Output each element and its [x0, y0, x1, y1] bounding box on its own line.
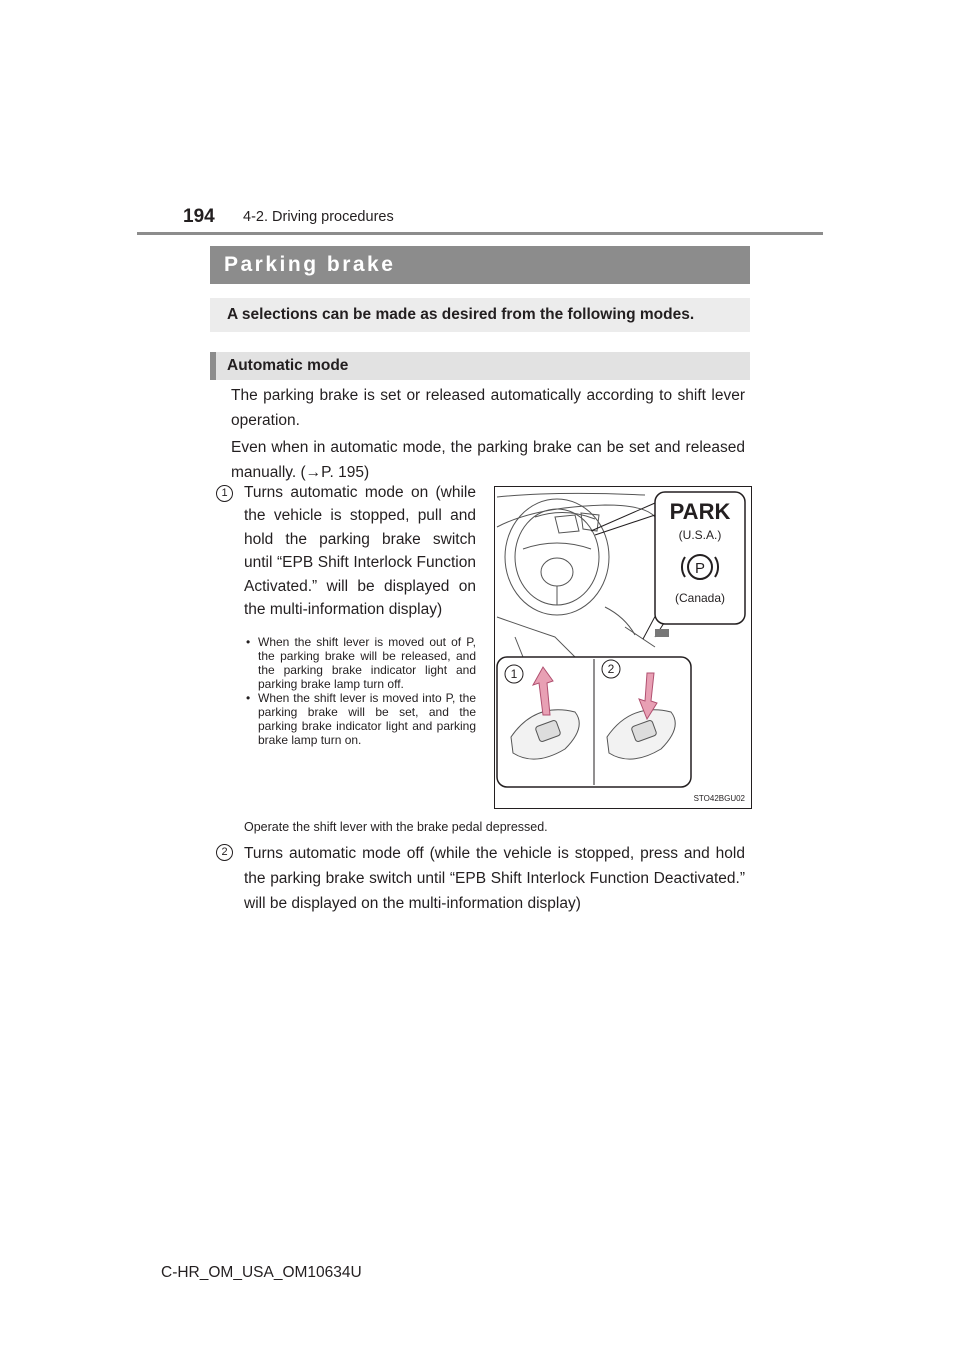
paragraph-1: The parking brake is set or released automatically according to shift lever operation.	[231, 387, 745, 429]
step-1-text: Turns automatic mode on (while the vehicle is stopped, pull and hold the parking brake switch until “EPB Shift Interlock Function Activated.” will be displayed on the multi-information display)	[244, 484, 476, 619]
callout-1	[505, 665, 523, 683]
section-label: 4-2. Driving procedures	[243, 209, 394, 225]
park-label: PARK	[669, 499, 731, 524]
bullet-text: When the shift lever is moved out of P, the parking brake will be released, and the parking brake indicator light and parking brake lamp turn off.	[258, 635, 476, 691]
canada-label: (Canada)	[674, 591, 726, 605]
callout-1-label: 1	[510, 667, 518, 681]
page-number: 194	[183, 206, 215, 227]
step-1-bullets	[246, 635, 476, 747]
paragraph-2: Even when in automatic mode, the parking brake can be set and released manually. (→P. 195)	[231, 439, 745, 481]
page-title: Parking brake	[210, 246, 750, 284]
figure-code: STO42BGU02	[693, 794, 745, 803]
parking-brake-illustration	[494, 486, 752, 809]
switch-marker	[655, 629, 669, 637]
callout-2-label: 2	[607, 662, 615, 676]
bullet-item: • When the shift lever is moved into P, the parking brake will be set, and the parking brake indicator light and parking brake lamp turn on.	[246, 691, 476, 747]
step-1-note: Operate the shift lever with the brake pedal depressed.	[244, 820, 548, 834]
intro-box: A selections can be made as desired from the following modes.	[210, 298, 750, 332]
dashboard-drawing	[497, 493, 655, 662]
step-2-text: Turns automatic mode off (while the vehicle is stopped, press and hold the parking brake switch until “EPB Shift Interlock Function Deactivated.” will be displayed on the multi-information display)	[244, 845, 745, 912]
header-divider	[137, 232, 823, 235]
p-letter: P	[694, 560, 706, 577]
illustration-svg	[495, 487, 751, 808]
usa-label: (U.S.A.)	[678, 528, 722, 542]
bullet-text: When the shift lever is moved into P, the parking brake will be set, and the parking brake indicator light and parking brake lamp turn on.	[258, 691, 476, 747]
step-2-number: 2	[216, 844, 233, 861]
step-1-number: 1	[216, 485, 233, 502]
bullet-item: • When the shift lever is moved out of P, the parking brake will be released, and the parking brake indicator light and parking brake lamp turn off.	[246, 635, 476, 691]
callout-2	[602, 660, 620, 678]
subheading-automatic-mode: Automatic mode	[210, 352, 750, 380]
footer-code: C-HR_OM_USA_OM10634U	[161, 1264, 362, 1281]
